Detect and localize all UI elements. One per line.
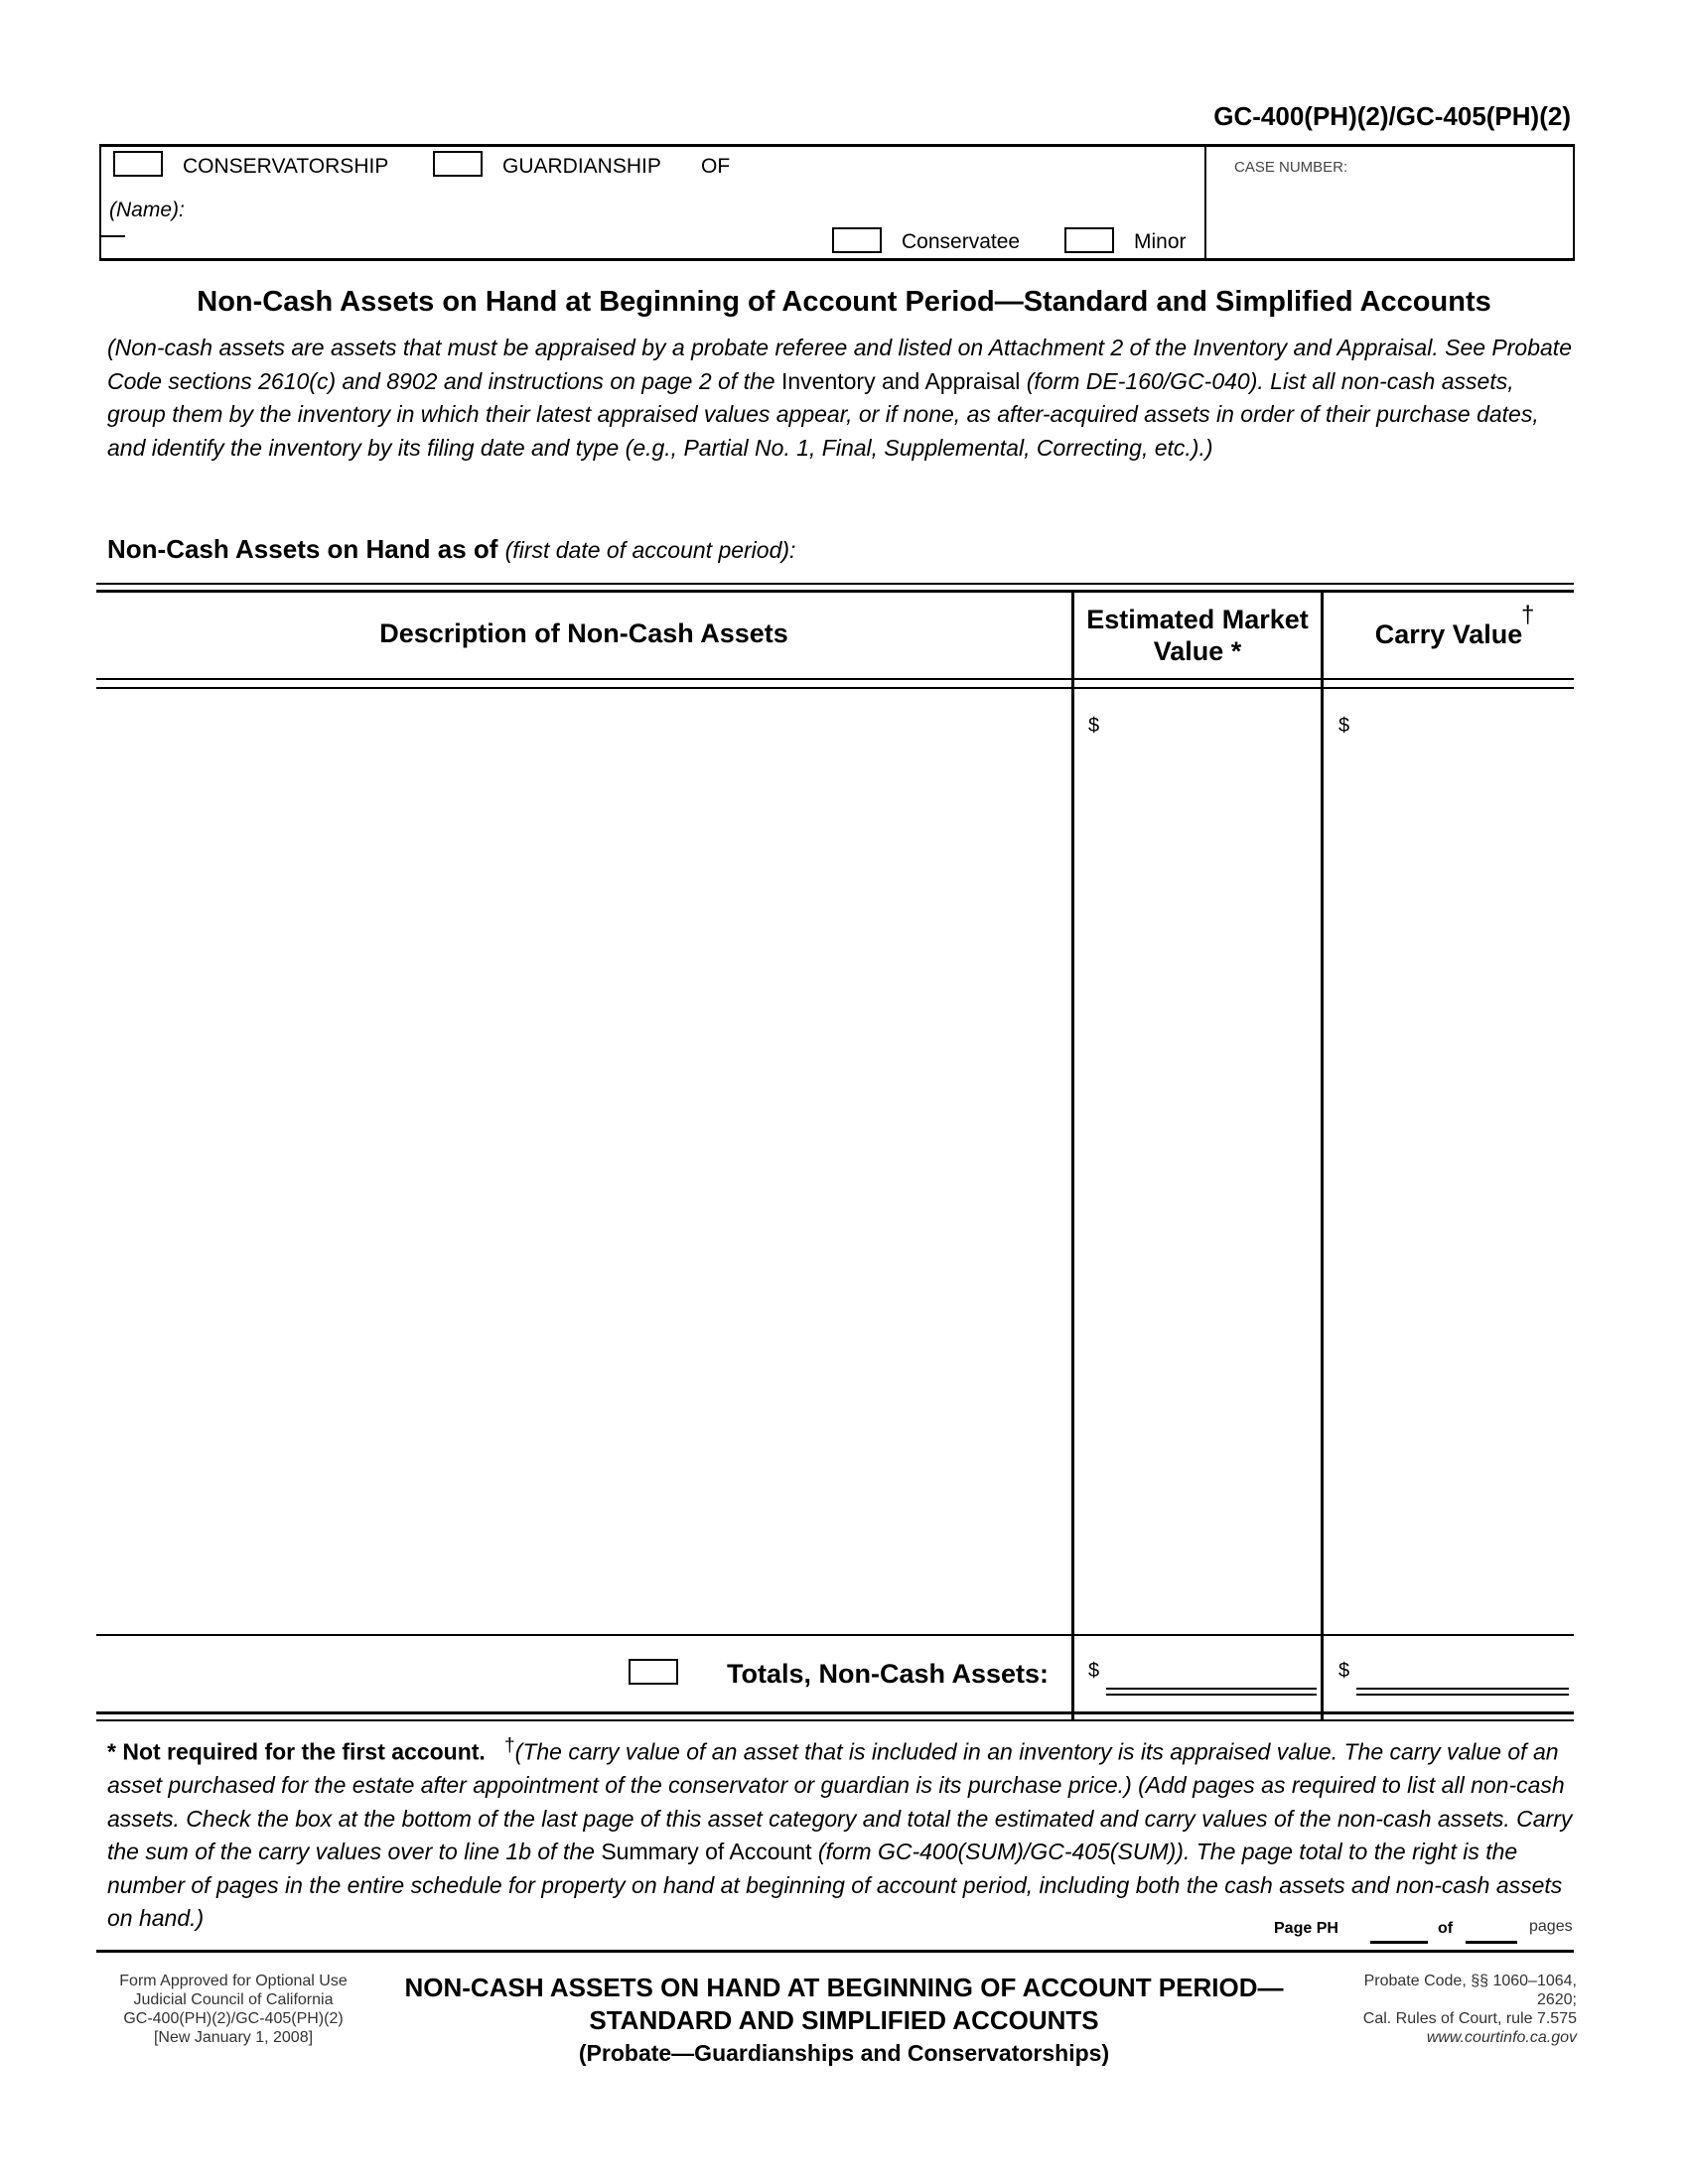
footer-left-line: Form Approved for Optional Use: [119, 1973, 348, 1989]
pages-label: pages: [1529, 1918, 1573, 1935]
totals-carry-field[interactable]: [1356, 1654, 1569, 1686]
carry-value-field[interactable]: [1354, 695, 1571, 1632]
carry-currency: $: [1338, 715, 1350, 737]
market-header-line1: Estimated Market: [1086, 605, 1309, 634]
case-number-label: CASE NUMBER:: [1234, 159, 1348, 176]
footer-legal-refs: [1319, 1972, 1577, 2047]
column-header-market-value: [1074, 604, 1321, 667]
footer-line: [96, 1950, 1574, 1953]
footer-title: [357, 1972, 1331, 2070]
table-bottom-line-2: [96, 1719, 1574, 1721]
caption-divider: [1204, 144, 1206, 261]
footnote-summary: Summary of Account: [601, 1839, 812, 1865]
as-of-date-field[interactable]: [854, 526, 1569, 562]
carry-header-text: Carry Value: [1374, 619, 1523, 649]
form-number: GC-400(PH)(2)/GC-405(PH)(2): [1213, 101, 1571, 131]
totals-label: Totals, Non-Cash Assets:: [727, 1659, 1050, 1689]
footer-left-line: Judicial Council of California: [133, 1991, 334, 2008]
footer-left-line: GC-400(PH)(2)/GC-405(PH)(2): [123, 2010, 344, 2027]
footer-right-line: 2620;: [1536, 1991, 1577, 2008]
column-divider-1: [1071, 592, 1074, 1720]
footnote-dagger: †: [504, 1735, 515, 1756]
name-field[interactable]: [179, 189, 1192, 228]
minor-label: Minor: [1134, 230, 1187, 253]
footnote-text: (The carry value of an asset that is included in an inventory is its appraised value. The carry value of an asset purchased for the estate after appointment of the conservator or guardian is its purchase price.) (Add pages as required to list all non-cash assets. Check the box at the bottom of the last page of this asset category and total the estimated and carry values of the non-cash assets. Carry the sum of the carry values over to line 1b of the: [107, 1738, 1573, 1865]
page-heading: Non-Cash Assets on Hand at Beginning of Account Period—Standard and Simplified Accounts: [197, 286, 1491, 318]
header-bottom-line: [96, 678, 1574, 680]
as-of-label: Non-Cash Assets on Hand as of: [107, 534, 498, 564]
minor-checkbox[interactable]: [1064, 227, 1114, 253]
table-top-line: [96, 583, 1574, 585]
guardianship-label: GUARDIANSHIP: [502, 155, 661, 178]
guardianship-checkbox[interactable]: [433, 151, 483, 177]
instructions-form-name: Inventory and Appraisal: [780, 367, 1021, 394]
column-divider-2: [1321, 592, 1324, 1720]
footnote: [107, 1729, 1577, 1936]
table-top-line-2: [96, 590, 1574, 593]
market-currency: $: [1088, 715, 1100, 737]
as-of-line: [107, 534, 795, 565]
dagger-mark: †: [1521, 602, 1535, 628]
totals-market-currency: $: [1088, 1660, 1100, 1682]
conservatorship-checkbox[interactable]: [113, 151, 163, 177]
footer-title-line1: NON-CASH ASSETS ON HAND AT BEGINNING OF ACCOUNT PERIOD—: [404, 1973, 1284, 2002]
totals-checkbox[interactable]: [629, 1659, 678, 1685]
totals-carry-underline-2: [1356, 1694, 1569, 1696]
description-field[interactable]: [99, 695, 1068, 1632]
total-pages-field[interactable]: [1466, 1924, 1517, 1944]
page-label: Page PH: [1274, 1920, 1338, 1937]
column-header-carry-value: [1324, 619, 1574, 650]
footer-title-line3: (Probate—Guardianships and Conservatorships): [578, 2040, 1110, 2066]
totals-market-underline: [1106, 1688, 1317, 1690]
totals-carry-underline: [1356, 1688, 1569, 1690]
conservatorship-label: CONSERVATORSHIP: [183, 155, 389, 178]
footer-title-line2: STANDARD AND SIMPLIFIED ACCOUNTS: [589, 2005, 1099, 2035]
conservatee-checkbox[interactable]: [832, 227, 882, 253]
header-bottom-line-2: [96, 687, 1574, 689]
conservatee-label: Conservatee: [902, 230, 1021, 253]
footer-right-line: Probate Code, §§ 1060–1064,: [1363, 1973, 1577, 1989]
page-number-field[interactable]: [1370, 1924, 1428, 1944]
footer-form-info: [109, 1972, 357, 2047]
totals-market-field[interactable]: [1106, 1654, 1317, 1686]
totals-market-underline-2: [1106, 1694, 1317, 1696]
market-header-line2: Value *: [1153, 636, 1242, 666]
name-line: [101, 235, 125, 237]
totals-carry-currency: $: [1338, 1660, 1350, 1682]
instructions-text: (Non-cash assets are assets that must be appraised by a probate referee and listed on Attachment 2 of the Inventory and Appraisal. See Probate Code sections 2610(c) and 8902 and instructions on page 2 of the: [107, 335, 1572, 394]
table-bottom-line: [96, 1711, 1574, 1714]
page-of-label: of: [1438, 1920, 1454, 1937]
instructions: [107, 332, 1577, 465]
instructions-text-2: (form DE-160/GC-040). List all non-cash assets, group them by the inventory in which their latest appraised values appear, or if none, as after-acquired assets in order of their purchase dates, and identify the inventory by its filing date and type (e.g., Partial No. 1, Final, Supplemental, Correcting, etc.).): [107, 367, 1539, 461]
market-value-field[interactable]: [1104, 695, 1317, 1632]
totals-top-line: [96, 1634, 1574, 1636]
footer-website-link[interactable]: www.courtinfo.ca.gov: [1426, 2029, 1577, 2046]
column-header-description: Description of Non-Cash Assets: [379, 618, 788, 648]
footnote-star: * Not required for the first account.: [107, 1738, 486, 1765]
footer-left-line: [New January 1, 2008]: [153, 2029, 314, 2046]
footer-right-line: Cal. Rules of Court, rule 7.575: [1362, 2010, 1577, 2027]
case-number-field[interactable]: [1209, 184, 1571, 257]
of-label: OF: [701, 155, 731, 178]
footnote-text-2: (form GC-400(SUM)/GC-405(SUM)). The page total to the right is the number of pages in the entire schedule for property on hand at beginning of account period, including both the cash assets and non-cash assets on hand.): [107, 1839, 1563, 1932]
name-label: (Name):: [109, 199, 185, 221]
as-of-hint: (first date of account period):: [504, 537, 796, 563]
